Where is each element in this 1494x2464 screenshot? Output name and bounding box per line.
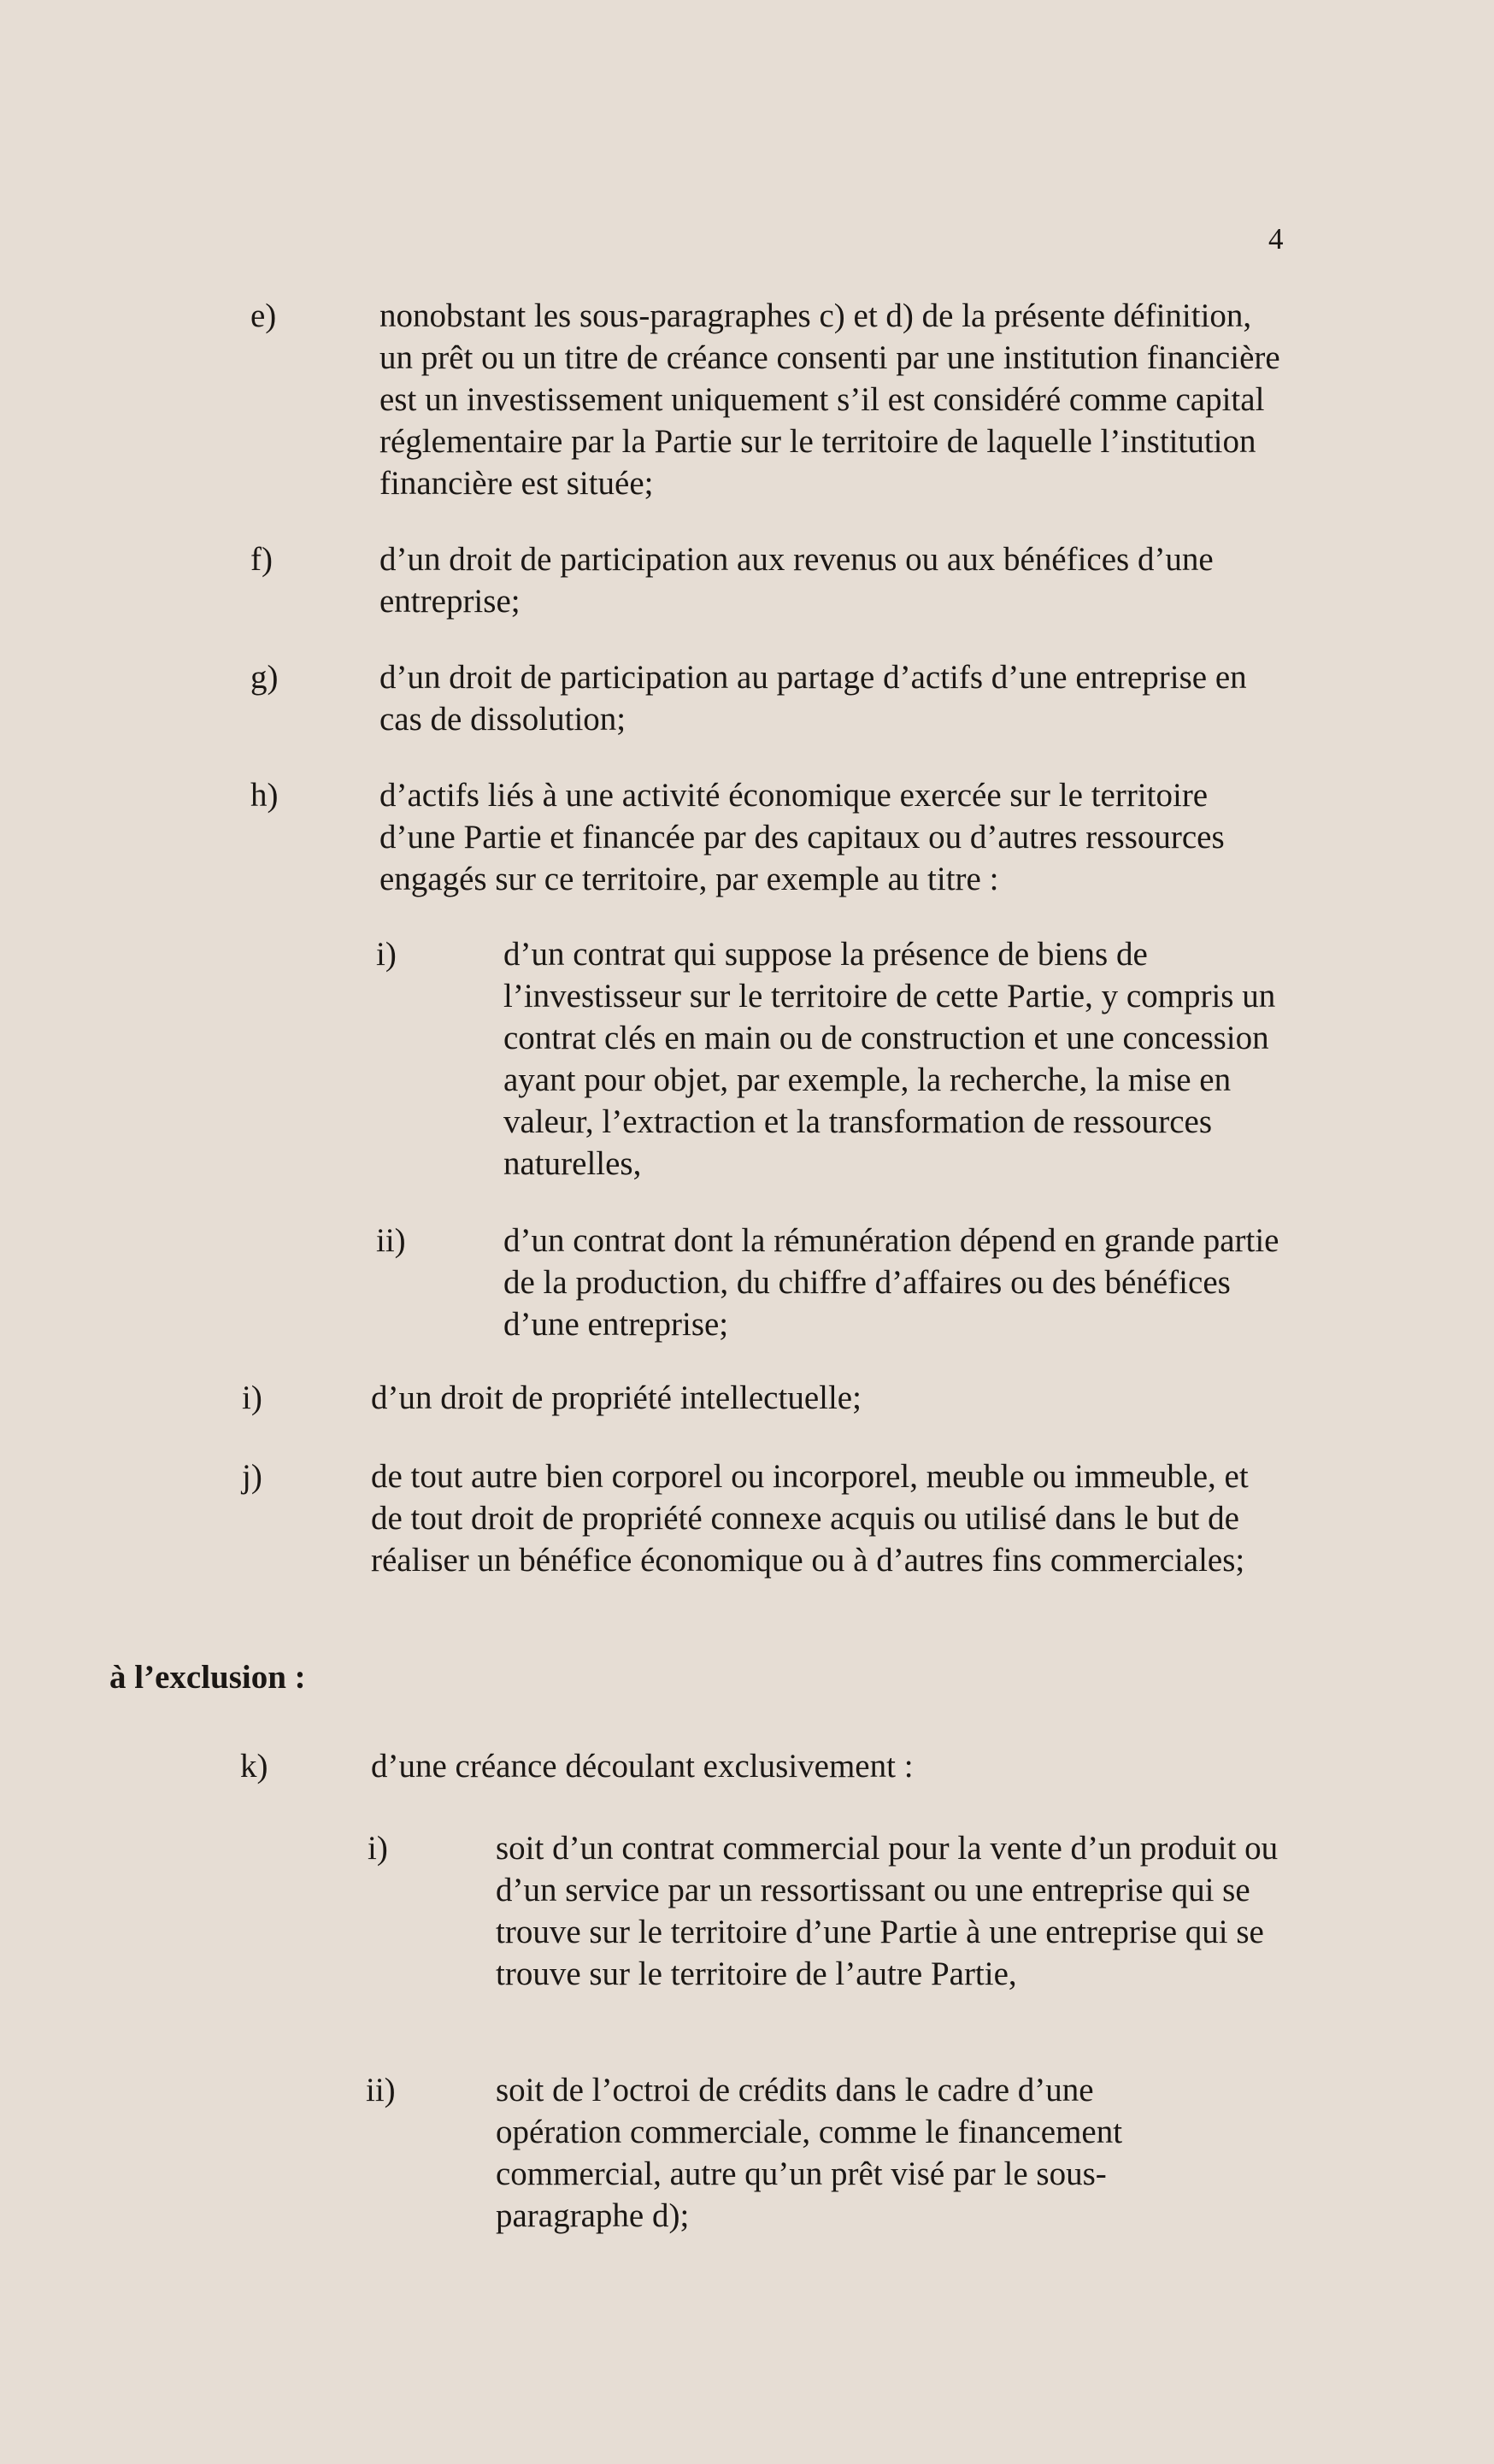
- item-text: d’actifs liés à une activité économique exercée sur le territoire d’une Partie et financée par des capitaux ou d’autres ressources engagés sur ce territoire, par exemple au titre :: [379, 777, 1225, 897]
- item-text: nonobstant les sous-paragraphes c) et d) de la présente définition, un prêt ou un titre de créance consenti par une institution financière est un investissement uniquement s’il est considéré comme capital réglementaire par la Partie sur le territoire de laquelle l’institution financière est située;: [379, 297, 1280, 502]
- item-text: soit d’un contrat commercial pour la vente d’un produit ou d’un service par un ressortissant ou une entreprise qui se trouve sur le territoire d’une Partie à une entreprise qui se trouve sur le territoire de l’autre Partie,: [496, 1830, 1279, 1992]
- exclusion-heading: à l’exclusion :: [109, 1659, 306, 1696]
- item-text: d’un droit de participation au partage d’actifs d’une entreprise en cas de dissolution;: [379, 659, 1247, 738]
- item-label: g): [250, 659, 279, 696]
- item-label: i): [368, 1830, 388, 1867]
- item-label: i): [376, 936, 397, 973]
- page-number: 4: [1268, 222, 1284, 256]
- item-text: d’une créance découlant exclusivement :: [371, 1748, 914, 1785]
- item-label: ii): [376, 1222, 406, 1259]
- item-text: d’un contrat qui suppose la présence de biens de l’investisseur sur le territoire de cette Partie, y compris un contrat clés en main ou de construction et une concession ayant pour objet, par exemple, la recherche, la mise en valeur, l’extraction et la transformation de ressources naturelles,: [503, 936, 1276, 1182]
- item-label: i): [242, 1379, 262, 1416]
- item-text: d’un droit de participation aux revenus ou aux bénéfices d’une entreprise;: [379, 541, 1214, 620]
- item-label: f): [250, 541, 273, 578]
- item-text: d’un droit de propriété intellectuelle;: [371, 1379, 862, 1416]
- item-label: ii): [366, 2072, 396, 2108]
- item-label: j): [242, 1458, 262, 1495]
- item-label: k): [240, 1748, 268, 1785]
- item-label: h): [250, 777, 279, 814]
- item-label: e): [250, 297, 277, 334]
- item-text: soit de l’octroi de crédits dans le cadre d’une opération commerciale, comme le financement commercial, autre qu’un prêt visé par le sous-paragraphe d);: [496, 2072, 1123, 2234]
- item-text: d’un contrat dont la rémunération dépend en grande partie de la production, du chiffre d’affaires ou des bénéfices d’une entreprise;: [503, 1222, 1279, 1343]
- item-text: de tout autre bien corporel ou incorporel, meuble ou immeuble, et de tout droit de propriété connexe acquis ou utilisé dans le but de réaliser un bénéfice économique ou à d’autres fins commerciales;: [371, 1458, 1249, 1579]
